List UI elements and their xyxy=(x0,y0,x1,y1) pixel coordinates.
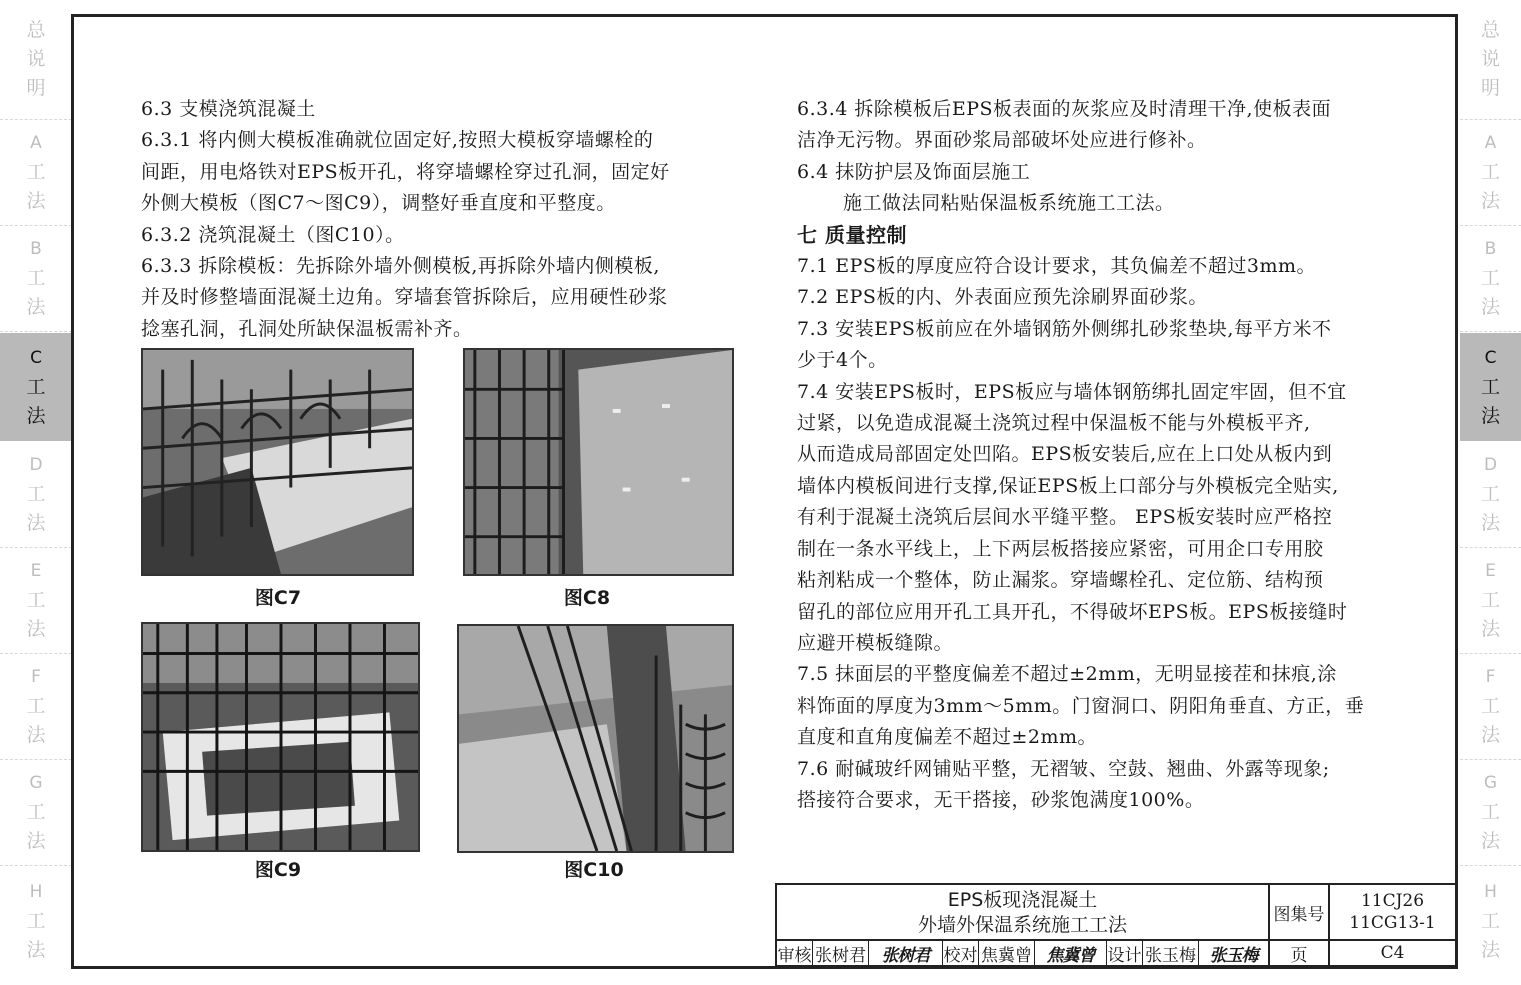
tab-char: 法 xyxy=(1480,404,1500,427)
tab-e[interactable] xyxy=(0,548,72,654)
text-line: 墙体内模板间进行支撑,保证EPS板上口部分与外模板完全贴实, xyxy=(797,474,1339,497)
design-signature: 张玉梅 xyxy=(1199,941,1270,965)
tab-general[interactable] xyxy=(1460,0,1521,120)
atlas-number-label: 图集号 xyxy=(1270,885,1330,941)
tab-b[interactable] xyxy=(0,226,72,332)
tab-g[interactable] xyxy=(0,760,72,866)
title-block xyxy=(775,883,1457,967)
text-line: 捻塞孔洞，孔洞处所缺保温板需补齐。 xyxy=(141,317,473,340)
design-name: 张玉梅 xyxy=(1143,941,1199,965)
tab-char: 法 xyxy=(26,404,46,427)
tab-f[interactable] xyxy=(1460,654,1521,760)
tab-char: D xyxy=(29,455,43,475)
tab-char: 工 xyxy=(1480,909,1500,932)
tab-char: E xyxy=(30,561,42,581)
tab-char: B xyxy=(1484,239,1497,259)
text-line: 外侧大模板（图C7～图C9），调整好垂直度和平整度。 xyxy=(141,192,616,215)
text-line: 洁净无污物。界面砂浆局部破坏处应进行修补。 xyxy=(797,129,1207,152)
tab-char: D xyxy=(1483,455,1498,475)
photo-c9 xyxy=(141,622,420,852)
tab-char: 工 xyxy=(26,695,46,717)
text-line: 应避开模板缝隙。 xyxy=(797,631,954,654)
tab-char: 法 xyxy=(1480,618,1500,640)
tab-char: 工 xyxy=(1480,267,1500,289)
text-line: 7.6 耐碱玻纤网铺贴平整，无褶皱、空鼓、翘曲、外露等现象; xyxy=(797,757,1330,780)
atlas-number xyxy=(1330,885,1455,941)
tab-char: 明 xyxy=(26,77,46,99)
tab-char: 工 xyxy=(1480,695,1500,717)
tab-char: 说 xyxy=(26,48,46,70)
tab-c[interactable] xyxy=(0,333,72,441)
tab-char: G xyxy=(1483,773,1498,793)
review-name: 张树君 xyxy=(813,941,869,965)
review-signature: 张树君 xyxy=(869,941,943,965)
tab-h[interactable] xyxy=(0,866,72,976)
tab-char: A xyxy=(30,133,42,153)
tab-b[interactable] xyxy=(1460,226,1521,332)
left-text-column xyxy=(141,94,761,345)
text-line: 6.3.1 将内侧大模板准确就位固定好,按照大模板穿墙螺栓的 xyxy=(141,129,654,152)
tab-char: 法 xyxy=(26,830,46,852)
tab-char: 法 xyxy=(1480,938,1500,961)
page-number: C4 xyxy=(1380,943,1405,963)
photo-c7 xyxy=(141,348,414,576)
tab-char: 法 xyxy=(1480,296,1500,318)
tab-char: 工 xyxy=(1480,801,1500,823)
text-line: 7.1 EPS板的厚度应符合设计要求，其负偏差不超过3mm。 xyxy=(797,255,1317,278)
tab-d[interactable] xyxy=(0,442,72,548)
tab-char: 工 xyxy=(1480,161,1500,183)
tab-char: 工 xyxy=(26,267,46,289)
text-line: 少于4个。 xyxy=(797,349,888,372)
tab-char: H xyxy=(29,881,43,902)
tab-char: 明 xyxy=(1480,77,1500,99)
text-line: 7.3 安装EPS板前应在外墙钢筋外侧绑扎砂浆垫块,每平方米不 xyxy=(797,317,1332,340)
page-label: 页 xyxy=(1270,941,1330,965)
tab-char: 工 xyxy=(26,161,46,183)
text-line: 施工做法同粘贴保温板系统施工工法。 xyxy=(843,192,1175,215)
text-line: 6.3.4 拆除模板后EPS板表面的灰浆应及时清理干净,使板表面 xyxy=(797,98,1332,120)
tab-a[interactable] xyxy=(1460,120,1521,226)
atlas-number-1: 11CJ26 xyxy=(1360,891,1425,911)
tab-g[interactable] xyxy=(1460,760,1521,866)
text-line: 过紧，以免造成混凝土浇筑过程中保温板不能与外模板平齐, xyxy=(797,412,1311,435)
text-line: 间距，用电烙铁对EPS板开孔，将穿墙螺栓穿过孔洞，固定好 xyxy=(141,160,670,183)
figure-caption-c7: 图C7 xyxy=(254,587,302,609)
tab-char: 法 xyxy=(1480,512,1500,534)
tab-char: G xyxy=(29,773,43,793)
check-signature: 焦冀曾 xyxy=(1035,941,1107,965)
tab-char: 法 xyxy=(1480,190,1500,212)
tab-f[interactable] xyxy=(0,654,72,760)
tab-char: 工 xyxy=(1480,375,1500,398)
figure-caption-c9: 图C9 xyxy=(254,859,302,881)
atlas-number-2: 11CG13-1 xyxy=(1349,913,1436,933)
text-line: 料饰面的厚度为3mm～5mm。门窗洞口、阴阳角垂直、方正，垂 xyxy=(797,694,1365,717)
tab-char: 工 xyxy=(26,909,46,932)
tab-char: H xyxy=(1484,881,1497,902)
figure-caption-c10: 图C10 xyxy=(564,859,624,881)
tab-char: C xyxy=(30,347,42,368)
tab-a[interactable] xyxy=(0,120,72,226)
tab-char: 工 xyxy=(1480,589,1500,611)
tab-char: 法 xyxy=(26,724,46,746)
tab-general[interactable] xyxy=(0,0,72,120)
tab-char: 总 xyxy=(1480,19,1500,41)
tab-char: 法 xyxy=(26,296,46,318)
tab-char: C xyxy=(1484,347,1497,368)
text-line: 6.3.2 浇筑混凝土（图C10）。 xyxy=(141,223,405,246)
design-label: 设计 xyxy=(1107,941,1143,965)
tab-char: 工 xyxy=(1480,483,1500,505)
text-line: 6.3.3 拆除模板：先拆除外墙外侧模板,再拆除外墙内侧模板, xyxy=(141,255,660,278)
tab-char: 法 xyxy=(1480,724,1500,746)
check-label: 校对 xyxy=(943,941,979,965)
section-heading: 6.4 抹防护层及饰面层施工 xyxy=(797,160,1031,183)
chapter-heading: 七 质量控制 xyxy=(797,222,907,247)
text-line: 7.2 EPS板的内、外表面应预先涂刷界面砂浆。 xyxy=(797,286,1208,309)
tab-char: F xyxy=(1485,667,1496,687)
text-line: 有利于混凝土浇筑后层间水平缝平整。 EPS板安装时应严格控 xyxy=(797,506,1333,529)
tab-c[interactable] xyxy=(1460,333,1521,441)
tab-h[interactable] xyxy=(1460,866,1521,976)
tab-char: 法 xyxy=(26,618,46,640)
tab-char: 法 xyxy=(26,512,46,534)
tab-char: 工 xyxy=(26,589,46,611)
text-line: 7.5 抹面层的平整度偏差不超过±2mm，无明显接茬和抹痕,涂 xyxy=(797,663,1337,686)
check-name: 焦冀曾 xyxy=(979,941,1035,965)
tab-char: 工 xyxy=(26,375,46,398)
tab-e[interactable] xyxy=(1460,548,1521,654)
text-line: 7.4 安装EPS板时，EPS板应与墙体钢筋绑扎固定牢固，但不宜 xyxy=(797,380,1347,403)
drawing-title-line1: EPS板现浇混凝土 xyxy=(947,889,1098,911)
figure-caption-c8: 图C8 xyxy=(563,587,611,609)
drawing-title xyxy=(777,885,1270,941)
photo-c8 xyxy=(463,348,734,576)
text-line: 从而造成局部固定处凹陷。EPS板安装后,应在上口处从板内到 xyxy=(797,443,1333,466)
text-line: 粘剂粘成一个整体，防止漏浆。穿墙螺栓孔、定位筋、结构预 xyxy=(797,569,1324,592)
tab-char: B xyxy=(30,239,42,259)
tab-char: 工 xyxy=(26,483,46,505)
tab-char: 法 xyxy=(26,190,46,212)
tab-char: F xyxy=(31,667,41,687)
text-line: 并及时修整墙面混凝土边角。穿墙套管拆除后，应用硬性砂浆 xyxy=(141,286,668,309)
text-line: 搭接符合要求，无干搭接，砂浆饱满度100%。 xyxy=(797,788,1205,811)
tab-char: E xyxy=(1485,561,1496,581)
tab-d[interactable] xyxy=(1460,442,1521,548)
text-line: 留孔的部位应用开孔工具开孔，不得破坏EPS板。EPS板接缝时 xyxy=(797,600,1348,623)
text-line: 直度和直角度偏差不超过±2mm。 xyxy=(797,726,1098,749)
tab-char: 总 xyxy=(26,19,46,41)
photo-c10 xyxy=(457,624,734,853)
tab-char: 法 xyxy=(26,938,46,961)
right-text-column xyxy=(797,94,1407,816)
tab-char: 工 xyxy=(26,801,46,823)
tab-char: 法 xyxy=(1480,830,1500,852)
tab-char: A xyxy=(1484,133,1497,153)
tab-char: 说 xyxy=(1480,48,1500,70)
drawing-title-line2: 外墙外保温系统施工工法 xyxy=(917,914,1127,936)
text-line: 制在一条水平线上，上下两层板搭接应紧密，可用企口专用胶 xyxy=(797,537,1324,560)
section-heading: 6.3 支模浇筑混凝土 xyxy=(141,98,316,120)
right-section-tabs xyxy=(1460,0,1521,985)
left-section-tabs xyxy=(0,0,72,985)
review-label: 审核 xyxy=(777,941,813,965)
